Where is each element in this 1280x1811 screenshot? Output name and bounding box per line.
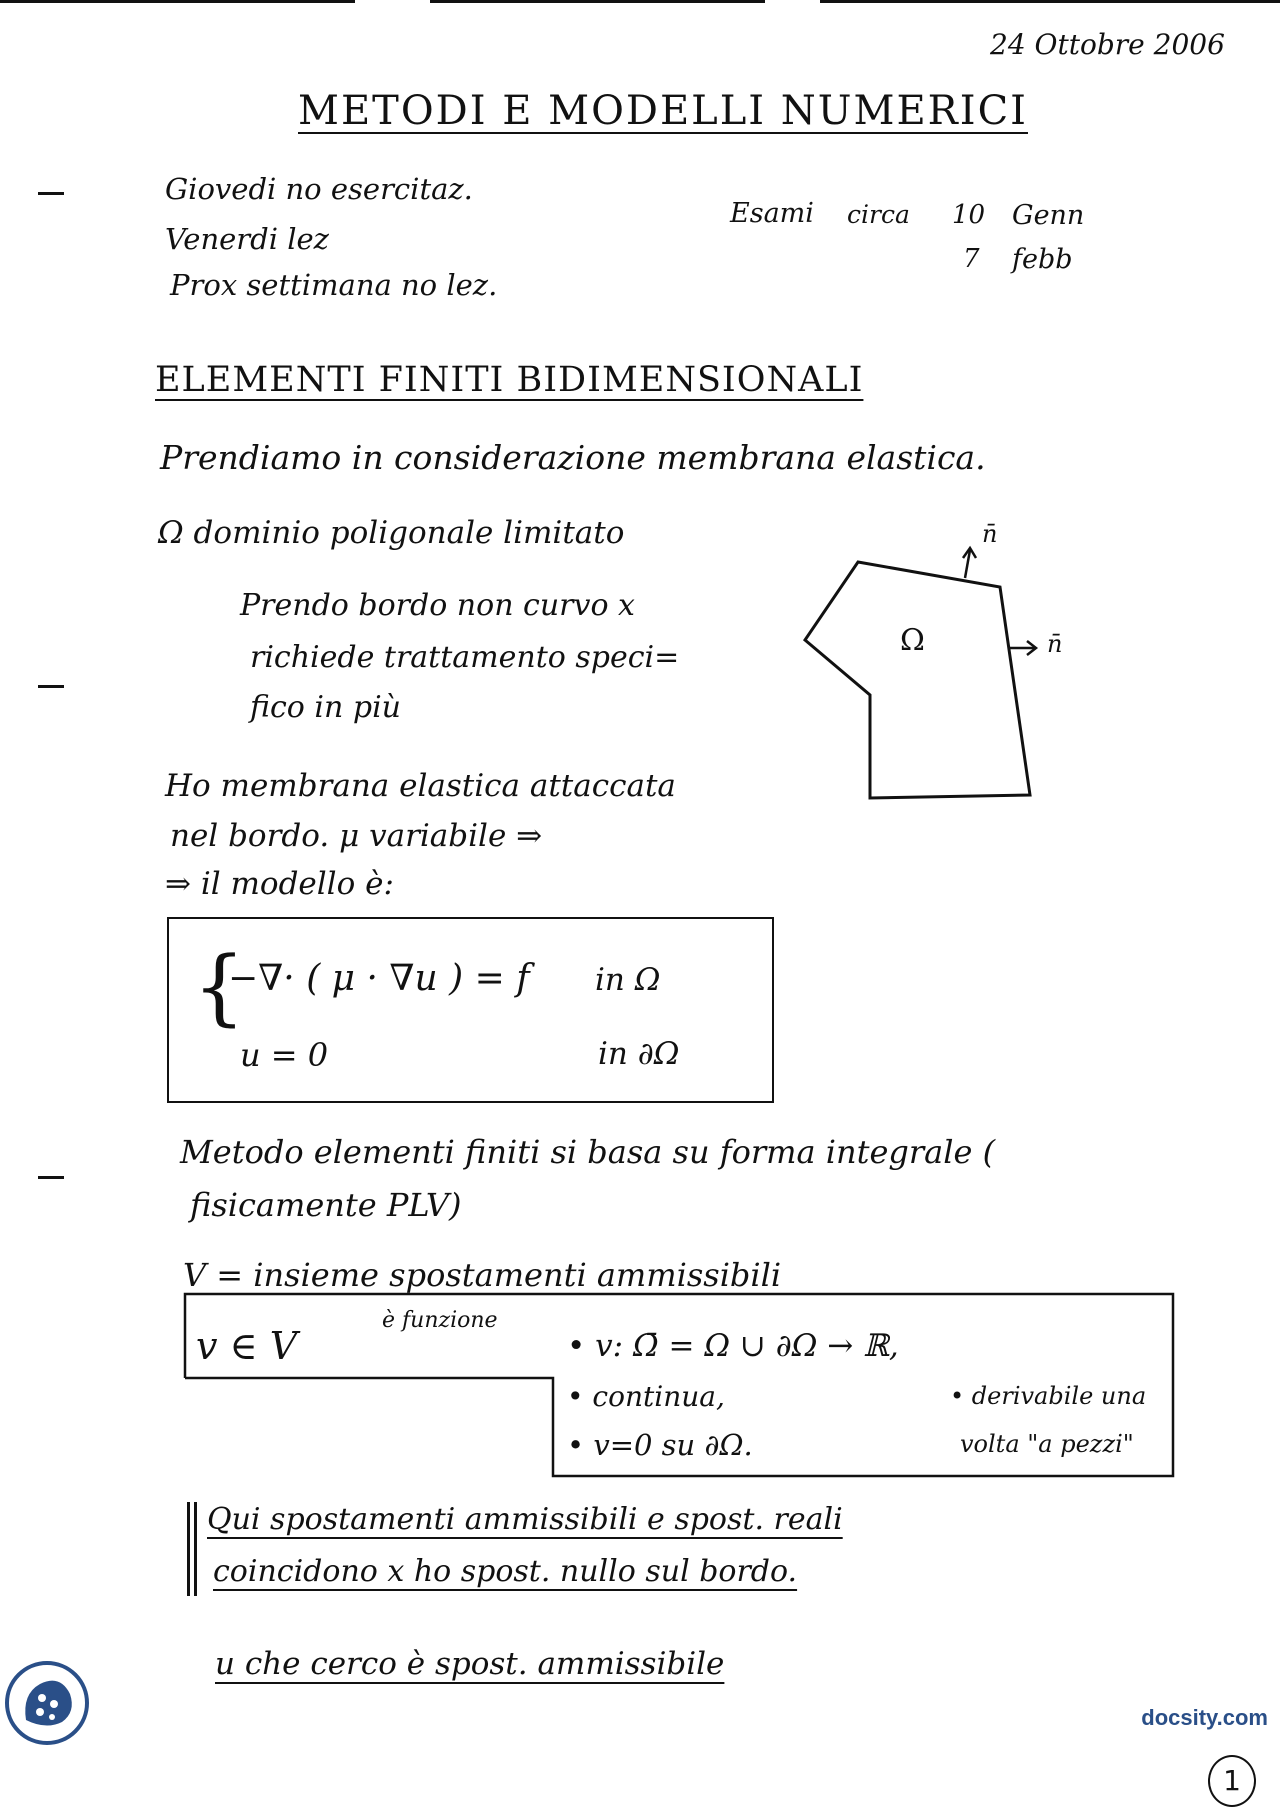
v-in-V: v ∈ V [196, 1324, 298, 1368]
property-item: • derivabile una [950, 1382, 1147, 1410]
remark-bar [194, 1502, 197, 1596]
normal-label: n̄ [982, 520, 998, 548]
property-item: • continua, [567, 1380, 725, 1413]
equation-2: u = 0 [240, 1036, 329, 1074]
note-text: richiede trattamento speci= [250, 640, 680, 675]
membrane-line: nel bordo. μ variabile ⇒ [170, 818, 543, 854]
method-line: Metodo elementi finiti si basa su forma integrale ( [180, 1133, 996, 1171]
note-text: fico in più [250, 690, 401, 725]
membrane-line: Ho membrana elastica attaccata [165, 768, 676, 804]
space-definition: V = insieme spostamenti ammissibili [183, 1256, 782, 1294]
is-function-label: è funzione [382, 1308, 498, 1333]
brace: { [193, 940, 246, 1035]
note-text: Prendo bordo non curvo x [240, 588, 635, 623]
membrane-line: ⇒ il modello è: [165, 866, 394, 902]
equation-1: −∇· ( μ · ∇u ) = f [228, 958, 530, 999]
margin-mark [38, 1176, 64, 1179]
top-rule [0, 0, 1280, 4]
section-title: ELEMENTI FINITI BIDIMENSIONALI [155, 360, 864, 400]
normal-label: n̄ [1047, 630, 1063, 658]
exam-day: 7 [963, 244, 980, 274]
property-item: • v=0 su ∂Ω. [567, 1428, 753, 1462]
exam-month: Genn [1012, 200, 1085, 231]
remark-bar [187, 1502, 190, 1596]
closing-line: u che cerco è spost. ammissibile [215, 1646, 725, 1682]
equation-box [167, 917, 774, 1103]
domain-polygon-figure [790, 520, 1090, 810]
equation-1-domain: in Ω [595, 962, 661, 998]
docsity-logo [4, 1660, 90, 1746]
note-line: Prox settimana no lez. [170, 268, 498, 302]
docsity-link[interactable]: docsity.com [1141, 1705, 1268, 1730]
domain-polygon [805, 562, 1030, 798]
exams-approx: circa [847, 200, 910, 229]
domain-text: Ω dominio poligonale limitato [158, 515, 625, 551]
property-item: volta "a pezzi" [960, 1430, 1134, 1458]
exam-day: 10 [952, 200, 986, 230]
exams-label: Esami [730, 198, 814, 229]
remark-line: Qui spostamenti ammissibili e spost. reali [207, 1502, 843, 1537]
date: 24 Ottobre 2006 [990, 28, 1225, 61]
method-line: fisicamente PLV) [190, 1186, 462, 1224]
page-title: METODI E MODELLI NUMERICI [298, 88, 1028, 134]
omega-label: Ω [900, 623, 925, 658]
margin-mark [38, 192, 64, 195]
remark-line: coincidono x ho spost. nullo sul bordo. [213, 1554, 798, 1589]
margin-mark [38, 685, 64, 688]
equation-2-domain: in ∂Ω [598, 1036, 680, 1072]
note-line: Giovedi no esercitaz. [165, 172, 473, 206]
exam-month: febb [1012, 244, 1073, 275]
page-number: 1 [1208, 1755, 1256, 1807]
property-item: • v: Ω̄ = Ω ∪ ∂Ω → ℝ, [567, 1328, 899, 1364]
intro-text: Prendiamo in considerazione membrana elastica. [160, 438, 986, 477]
note-line: Venerdi lez [165, 222, 329, 256]
